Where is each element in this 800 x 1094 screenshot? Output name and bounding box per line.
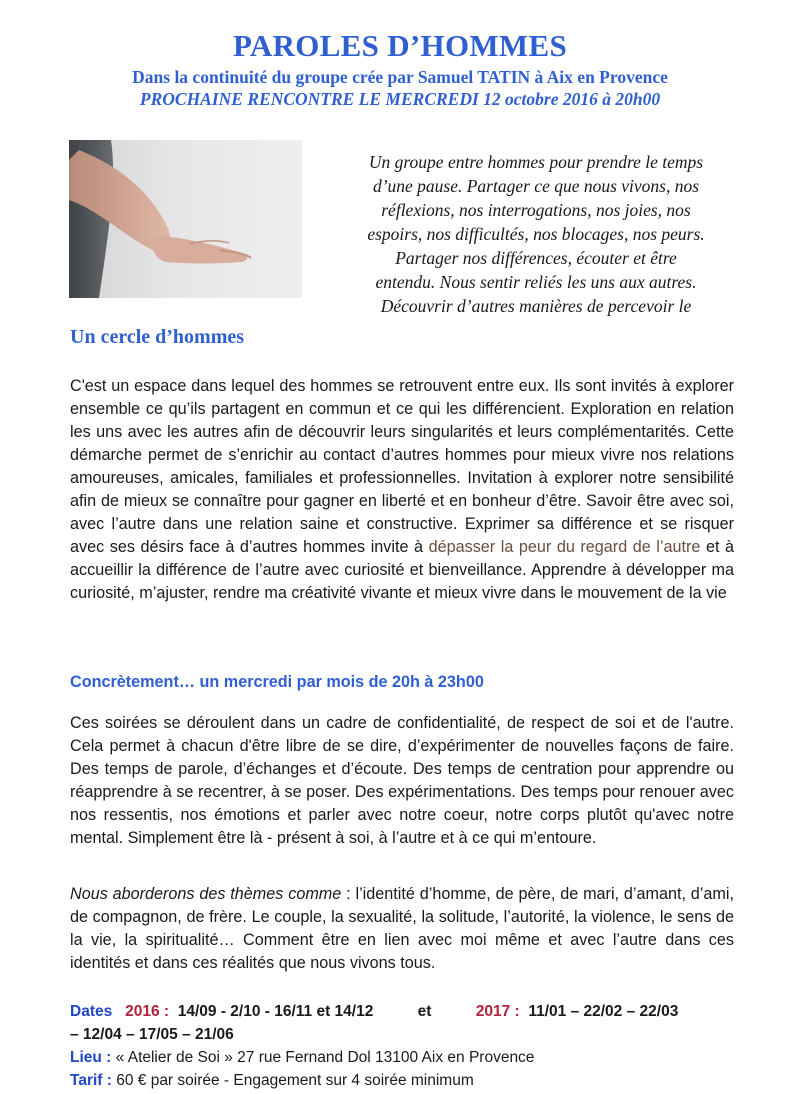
- dates-connector: et: [417, 1003, 432, 1020]
- lieu-value: « Atelier de Soi » 27 rue Fernand Dol 13100 Aix en Provence: [115, 1049, 535, 1066]
- intro-line: d’une pause. Partager ce que nous vivons, nos: [372, 176, 700, 196]
- tarif-line: [70, 1069, 740, 1092]
- tarif-value: 60 € par soirée - Engagement sur 4 soirée minimum: [116, 1072, 474, 1089]
- dates-2017: 11/01 – 22/02 – 22/03: [528, 1003, 679, 1020]
- dates-line: [70, 1000, 740, 1023]
- intro-line: entendu. Nous sentir reliés les uns aux autres.: [375, 272, 697, 292]
- page-subtitle: Dans la continuité du groupe crée par Samuel TATIN à Aix en Provence: [132, 67, 668, 87]
- intro-line: Partager nos différences, écouter et être: [395, 248, 677, 268]
- lieu-label: Lieu :: [70, 1049, 112, 1066]
- year-2017: 2017 :: [475, 1003, 520, 1020]
- tarif-label: Tarif :: [70, 1072, 112, 1089]
- section-heading-concretement: Concrètement… un mercredi par mois de 20h à 23h00: [70, 673, 484, 691]
- paragraph-themes: [70, 883, 734, 975]
- header: [0, 26, 800, 110]
- themes-lead: Nous aborderons des thèmes comme: [70, 885, 342, 903]
- dates-2017-cont: – 12/04 – 17/05 – 21/06: [70, 1026, 234, 1043]
- section-heading-cercle: Un cercle d’hommes: [70, 326, 245, 348]
- highlighted-phrase: dépasser la peur du regard de l’autre: [428, 538, 701, 556]
- paragraph-soirees: Ces soirées se déroulent dans un cadre de confidentialité, de respect de soi et de l'autre. Cela permet à chacun d'être libre de se dire, d’expérimenter de nouvelles façons de faire. Des temps de parole, d’échanges et d’écoute. Des temps de centration pour apprendre ou réapprendre à se recentrer, à se poser. Des expérimentations. Des temps pour renouer avec nos ressentis, nos émotions et parler avec notre coeur, notre corps plutôt qu'avec notre mental. Simplement être là - présent à soi, à l’autre et à ce qui m’entoure.: [70, 714, 734, 847]
- paragraph-text: C'est un espace dans lequel des hommes se retrouvent entre eux. Ils sont invités à explorer ensemble ce qu’ils partagent en commun et ce qui les différencient. Exploration en relation les uns avec les autres afin de découvrir leurs singularités et leurs complémentarités. Cette démarche permet de s’enrichir au contact d’autres hommes pour mieux vivre nos relations amoureuses, amicales, familiales et professionnelles. Invitation à explorer notre sensibilité afin de mieux se connaître pour gagner en liberté et en bonheur d’être. Savoir être avec soi, avec l’autre dans une relation saine et constructive. Exprimer sa différence et se risquer avec ses désirs face à d’autres hommes invite à: [70, 377, 734, 556]
- intro-text: [338, 150, 734, 316]
- outstretched-hand-image: [69, 140, 302, 298]
- dates-label: Dates: [70, 1003, 113, 1020]
- page-title: PAROLES D’HOMMES: [232, 28, 568, 63]
- lieu-line: [70, 1046, 740, 1069]
- paragraph-cercle: [70, 375, 734, 605]
- year-2016: 2016 :: [125, 1003, 170, 1020]
- intro-line: Un groupe entre hommes pour prendre le temps: [368, 152, 704, 172]
- paragraph-text: et à accueillir la différence de l’autre avec curiosité et bienveillance. Apprendre à développer ma curiosité, m’ajuster, rendre ma créativité vivante et mieux vivre dans le mouvement de la vie: [70, 538, 734, 602]
- themes-text: : l’identité d’homme, de père, de mari, d’amant, d’ami, de compagnon, de frère. Le couple, la sexualité, la solitude, l’autorité, la violence, le sens de la vie, la spiritualité… Comment être en lien avec moi même et avec l’autre dans ces identités et dans ces réalités que nous vivons tous.: [70, 885, 734, 972]
- next-meeting: PROCHAINE RENCONTRE LE MERCREDI 12 octobre 2016 à 20h00: [139, 89, 661, 109]
- intro-line: réflexions, nos interrogations, nos joies, nos: [381, 200, 691, 220]
- intro-line: espoirs, nos difficultés, nos blocages, nos peurs.: [367, 224, 705, 244]
- info-block: [70, 1000, 740, 1092]
- intro-line: Découvrir d’autres manières de percevoir le: [380, 296, 692, 316]
- dates-2016: 14/09 - 2/10 - 16/11 et 14/12: [177, 1003, 374, 1020]
- hand-photo: [69, 140, 302, 298]
